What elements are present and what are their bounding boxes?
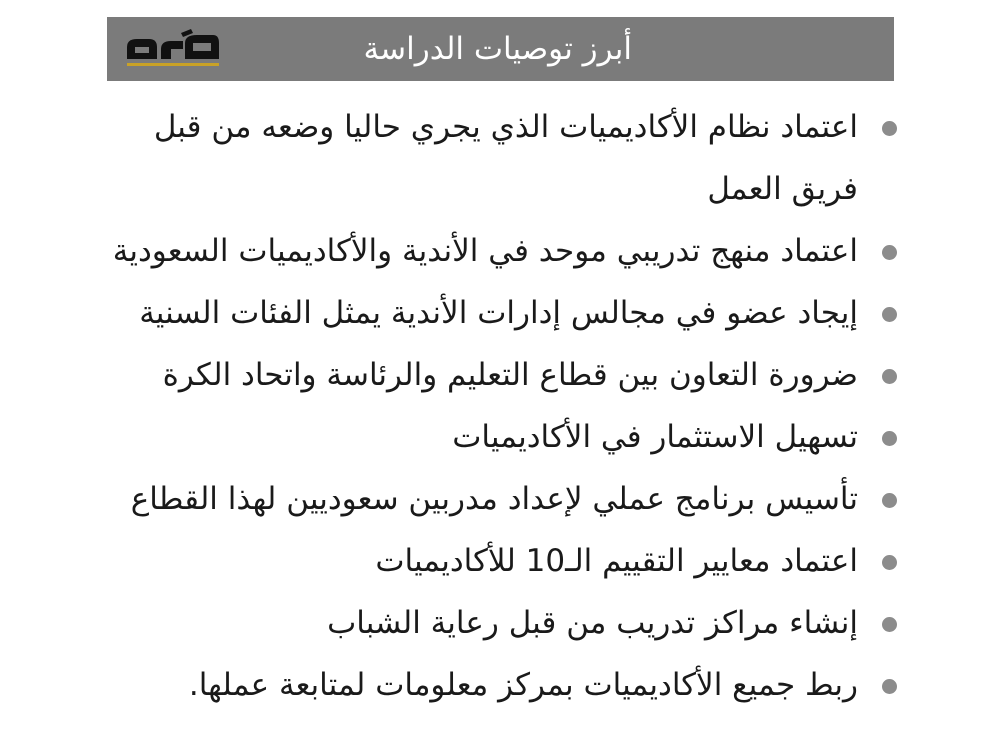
list-item-text: اعتماد معايير التقييم الـ10 للأكاديميات bbox=[375, 543, 858, 579]
list-item-text: تأسيس برنامج عملي لإعداد مدربين سعوديين لهذا القطاع bbox=[130, 481, 858, 517]
header-bar bbox=[107, 17, 894, 81]
bullet-icon bbox=[882, 121, 897, 136]
list-item-text: إيجاد عضو في مجالس إدارات الأندية يمثل الفئات السنية bbox=[139, 295, 858, 331]
list-item-text: تسهيل الاستثمار في الأكاديميات bbox=[452, 419, 858, 455]
list-item-text: إنشاء مراكز تدريب من قبل رعاية الشباب bbox=[327, 605, 858, 641]
list-item bbox=[100, 96, 864, 220]
list-item bbox=[100, 344, 864, 406]
list-item-text: ضرورة التعاون بين قطاع التعليم والرئاسة واتحاد الكرة bbox=[162, 357, 858, 393]
list-item-text: ربط جميع الأكاديميات بمركز معلومات لمتابعة عملها. bbox=[188, 667, 858, 703]
bullet-icon bbox=[882, 555, 897, 570]
page-title: أبرز توصيات الدراسة bbox=[363, 31, 632, 67]
list-item bbox=[100, 406, 864, 468]
bullet-icon bbox=[882, 245, 897, 260]
bullet-icon bbox=[882, 307, 897, 322]
list-item bbox=[100, 654, 864, 716]
bullet-icon bbox=[882, 369, 897, 384]
bullet-icon bbox=[882, 617, 897, 632]
okaz-logo-icon bbox=[121, 25, 223, 73]
list-item bbox=[100, 468, 864, 530]
bullet-icon bbox=[882, 431, 897, 446]
list-item bbox=[100, 282, 864, 344]
list-item-text: اعتماد منهج تدريبي موحد في الأندية والأكاديميات السعودية bbox=[112, 233, 858, 269]
list-item bbox=[100, 530, 864, 592]
recommendations-list bbox=[100, 96, 864, 716]
list-item-text: اعتماد نظام الأكاديميات الذي يجري حاليا وضعه من قبل فريق العمل bbox=[153, 109, 858, 207]
bullet-icon bbox=[882, 493, 897, 508]
list-item bbox=[100, 592, 864, 654]
list-item bbox=[100, 220, 864, 282]
bullet-icon bbox=[882, 679, 897, 694]
